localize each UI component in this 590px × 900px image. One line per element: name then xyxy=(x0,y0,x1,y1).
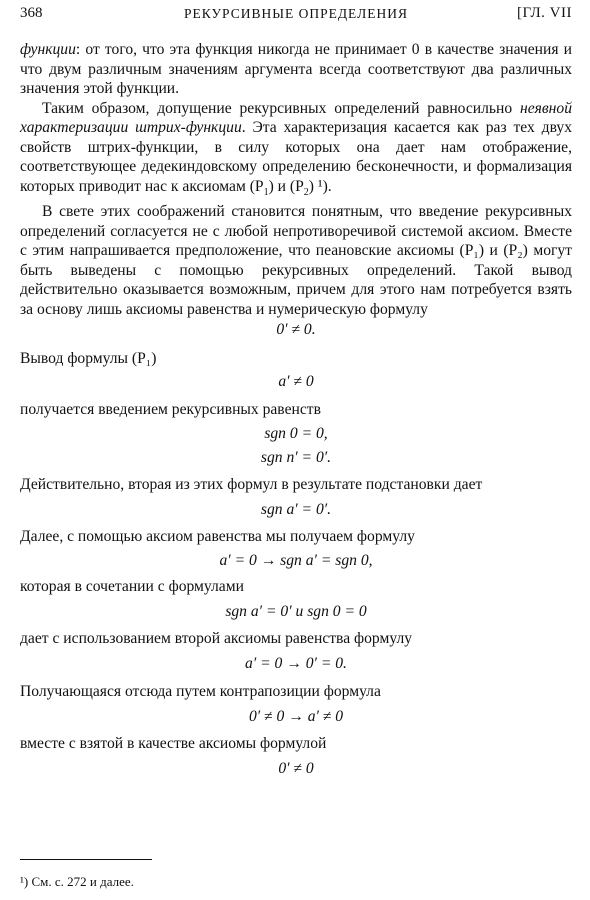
chapter-label: [ГЛ. VII xyxy=(516,5,572,21)
subscript: 2 xyxy=(303,186,309,198)
footnote-rule xyxy=(20,859,152,860)
text-line: Действительно, вторая из этих формул в результате подстановки дает xyxy=(20,476,483,494)
text-line: Получающаяся отсюда путем контрапозиции формула xyxy=(20,683,381,701)
formula: sgn n′ = 0′. xyxy=(260,448,332,466)
text-line: которая в сочетании с формулами xyxy=(20,578,244,596)
subscript: 1 xyxy=(263,186,269,198)
text-line: дает с использованием второй аксиомы равенства формулу xyxy=(20,630,413,648)
paragraph-3: В свете этих соображений становится понятным, что введение рекурсивных определений согласуется не с любой непротиворечивой системой аксиом. Вместе с этим напрашивается предположение, что пеановские аксиомы (P₁) и (P₂) могут быть выведены с помощью рекурсивных определений. Такой вывод действительно оказывается возможным, причем для этого нам потребуется взять за основу лишь аксиомы равенства и нумерическую формулу xyxy=(20,203,572,318)
paragraph-2 xyxy=(20,99,572,203)
formula: 0′ ≠ 0 → a′ ≠ 0 xyxy=(248,707,344,725)
paragraph-text: ) ¹). xyxy=(308,177,332,195)
paragraph-1 xyxy=(20,40,572,99)
italic-term: функции xyxy=(20,41,76,58)
formula: sgn 0 = 0, xyxy=(264,425,328,443)
paragraph-text: ) и (P xyxy=(268,177,304,195)
text-line: Далее, с помощью аксиом равенства мы получаем формулу xyxy=(20,528,415,546)
formula: sgn a′ = 0′. xyxy=(260,500,332,518)
paragraph-text: : от того, что эта функция никогда не принимает 0 в качестве значения и что двум различным значениям аргумента всегда соответствуют два различных значения этой функции. xyxy=(20,41,572,97)
formula: a′ = 0 → 0′ = 0. xyxy=(245,654,347,672)
formula: a′ = 0 → sgn a′ = sgn 0, xyxy=(219,551,373,569)
formula: 0′ ≠ 0. xyxy=(276,321,316,339)
formula: a′ ≠ 0 xyxy=(278,373,314,391)
page-body xyxy=(20,40,572,778)
formula: sgn a′ = 0′ и sgn 0 = 0 xyxy=(225,602,367,620)
formula: 0′ ≠ 0 xyxy=(278,759,314,777)
paragraph-text: Таким образом, допущение рекурсивных определений равносильно xyxy=(42,99,520,117)
footnote: ¹) См. с. 272 и далее. xyxy=(20,874,134,889)
italic-term: неявной характеризации штрих-функции xyxy=(20,99,572,136)
text-line: вместе с взятой в качестве аксиомы формулой xyxy=(20,735,327,753)
paragraph-text: . Эта характеризация касается как раз тех двух свойств штрих-функции, в силу которых она дает нам отображение, соответствующее дедекиндовскому определению бесконечности, и формализация которых приводит нас к аксиомам (P xyxy=(20,119,573,195)
running-title: РЕКУРСИВНЫЕ ОПРЕДЕЛЕНИЯ xyxy=(183,6,409,21)
running-header xyxy=(20,4,572,26)
text-line: Вывод формулы (P₁) xyxy=(20,349,157,367)
text-line: получается введением рекурсивных равенств xyxy=(20,400,321,418)
page-number: 368 xyxy=(20,5,43,21)
